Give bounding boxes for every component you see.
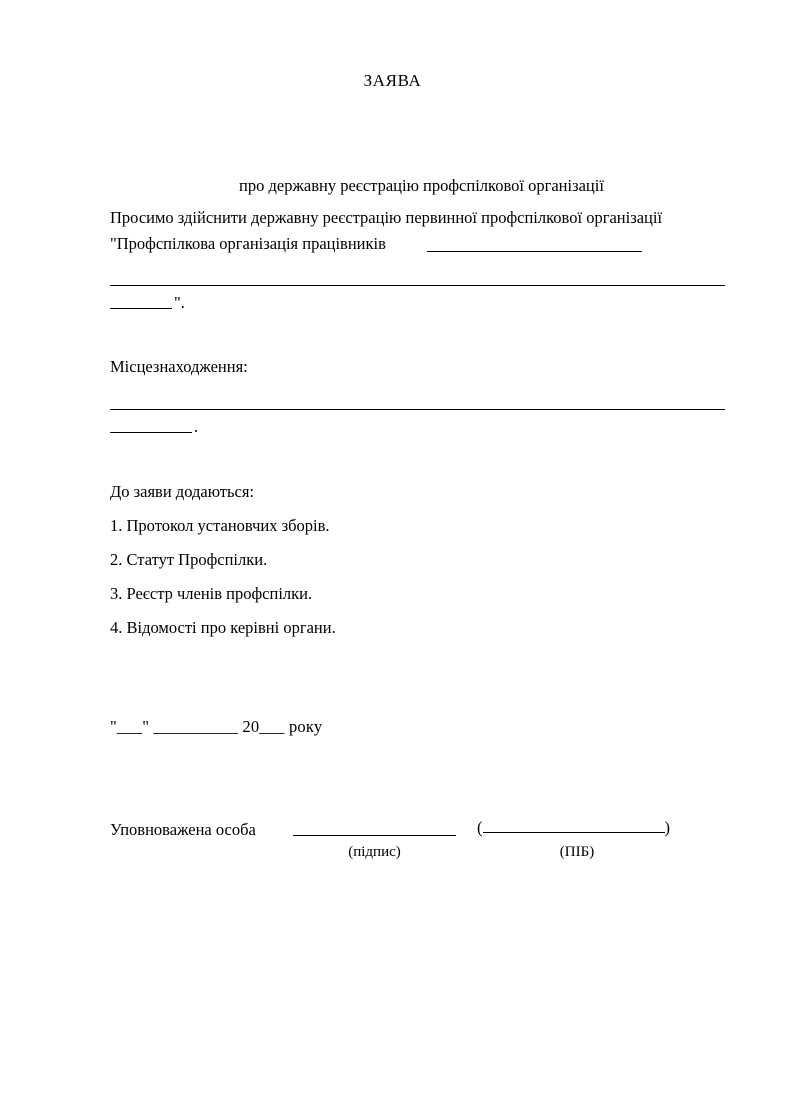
full-name-field[interactable] xyxy=(477,816,677,840)
paren-open: ( xyxy=(477,818,483,837)
document-subtitle: про державну реєстрацію профспілкової організації xyxy=(239,176,604,195)
page-title: ЗАЯВА xyxy=(363,71,422,90)
paren-close: ) xyxy=(664,818,670,837)
organization-name-line xyxy=(110,232,386,256)
organization-name-blank-2[interactable] xyxy=(110,285,725,286)
list-item: 2. Статут Профспілки. xyxy=(110,550,268,569)
date-line[interactable]: "___" __________ 20___ року xyxy=(110,717,323,736)
attachments-intro: До заяви додаються: xyxy=(110,482,255,501)
intro-paragraph-line-1: Просимо здійснити державну реєстрацію первинної профспілкової організації xyxy=(110,208,663,227)
location-blank-1[interactable] xyxy=(110,409,725,410)
location-label: Місцезнаходження: xyxy=(110,357,248,376)
organization-name-prefix: "Профспілкова організація працівників xyxy=(110,234,386,253)
organization-name-blank-3[interactable] xyxy=(110,308,172,309)
list-item: 4. Відомості про керівні органи. xyxy=(110,618,336,637)
full-name-caption: (ПІБ) xyxy=(559,844,595,860)
list-item: 1. Протокол установчих зборів. xyxy=(110,516,330,535)
signature-blank[interactable] xyxy=(293,835,456,836)
signatory-label: Уповноважена особа xyxy=(110,820,256,839)
list-item: 3. Реєстр членів профспілки. xyxy=(110,584,313,603)
organization-name-blank-1[interactable] xyxy=(427,251,642,252)
location-closing-punctuation: . xyxy=(194,417,199,436)
location-blank-2[interactable] xyxy=(110,432,192,433)
full-name-blank[interactable] xyxy=(483,819,665,833)
organization-name-closing-punctuation: ". xyxy=(174,293,185,312)
signature-caption: (підпис) xyxy=(348,844,401,860)
